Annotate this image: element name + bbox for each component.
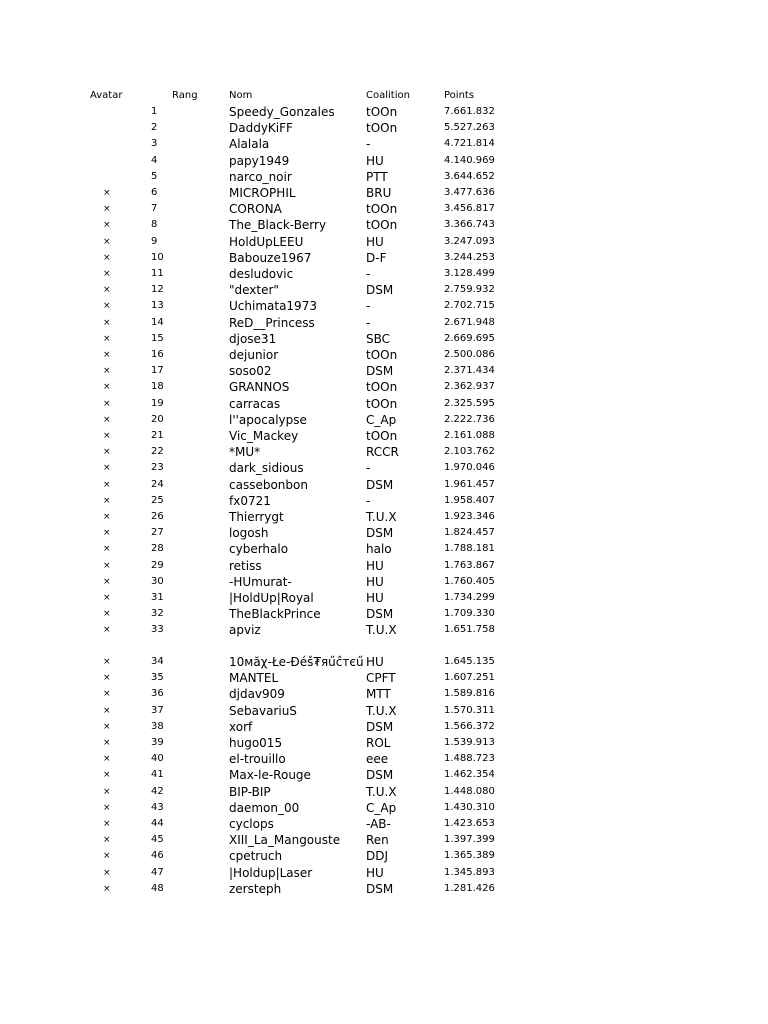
player-name-cell: DaddyKiFF	[229, 121, 293, 136]
avatar-placeholder-icon: ×	[103, 333, 111, 344]
coalition-cell: -AB-	[366, 817, 391, 831]
rank-cell: 31	[151, 592, 164, 603]
avatar-placeholder-icon: ×	[103, 593, 111, 603]
player-name-cell: dark_sidious	[229, 461, 304, 476]
header-avatar: Avatar	[90, 90, 123, 101]
player-name-cell: carracas	[229, 396, 281, 411]
table-row	[0, 767, 768, 783]
table-row	[0, 816, 768, 832]
player-name-cell: retiss	[229, 558, 262, 573]
rank-cell: 25	[151, 494, 164, 506]
table-row	[0, 315, 768, 331]
rank-cell: 2	[151, 122, 158, 134]
points-cell: 2.671.948	[444, 316, 495, 328]
points-cell: 2.669.695	[444, 332, 495, 344]
points-cell: 1.651.758	[444, 624, 495, 636]
points-cell: 1.734.299	[444, 592, 495, 603]
coalition-cell: BRU	[366, 186, 392, 200]
table-row	[0, 784, 768, 800]
coalition-cell: HU	[366, 655, 384, 669]
coalition-cell: D-F	[366, 250, 387, 265]
avatar-placeholder-icon: ×	[103, 252, 111, 263]
rank-cell: 27	[151, 527, 164, 539]
player-name-cell: Thierrygt	[229, 510, 284, 524]
avatar-placeholder-icon: ×	[103, 851, 111, 862]
header-points: Points	[444, 90, 475, 101]
avatar-placeholder-icon: ×	[103, 236, 111, 247]
coalition-cell: HU	[366, 234, 384, 249]
coalition-cell: DSM	[366, 526, 394, 541]
avatar-placeholder-icon: ×	[103, 463, 111, 474]
table-row	[0, 298, 768, 314]
player-name-cell: soso02	[229, 364, 272, 379]
coalition-cell: T.U.X	[366, 784, 397, 799]
rank-cell: 42	[151, 785, 164, 797]
avatar-placeholder-icon: ×	[103, 738, 111, 748]
rank-cell: 6	[151, 187, 158, 198]
rank-cell: 36	[151, 688, 164, 700]
avatar-placeholder-icon: ×	[103, 721, 111, 732]
coalition-cell: RCCR	[366, 445, 399, 460]
rank-cell: 41	[151, 769, 164, 781]
coalition-cell: tOOn	[366, 396, 398, 411]
avatar-placeholder-icon: ×	[103, 447, 111, 458]
coalition-cell: HU	[366, 865, 384, 880]
player-name-cell: Vic_Mackey	[229, 429, 299, 443]
avatar-placeholder-icon: ×	[103, 317, 111, 328]
coalition-cell: -	[366, 137, 371, 152]
coalition-cell: -	[366, 315, 371, 330]
coalition-cell: DSM	[366, 364, 394, 379]
table-row	[0, 590, 768, 606]
player-name-cell: fx0721	[229, 493, 271, 508]
rank-cell: 29	[151, 559, 164, 571]
rank-cell: 21	[151, 430, 164, 441]
rank-cell: 14	[151, 316, 164, 328]
table-row	[0, 525, 768, 541]
table-row	[0, 444, 768, 460]
coalition-cell: -	[366, 299, 371, 314]
points-cell: 7.661.832	[444, 106, 495, 117]
avatar-placeholder-icon: ×	[103, 609, 111, 620]
avatar-placeholder-icon: ×	[103, 414, 111, 425]
table-row	[0, 541, 768, 557]
rank-cell: 5	[151, 170, 158, 182]
player-name-cell: djose31	[229, 331, 277, 346]
rank-cell: 30	[151, 575, 164, 587]
points-cell: 3.366.743	[444, 219, 495, 231]
points-cell: 1.462.354	[444, 769, 495, 781]
table-row	[0, 136, 768, 152]
rank-cell: 22	[151, 446, 164, 458]
table-row	[0, 622, 768, 638]
player-name-cell: apviz	[229, 623, 261, 638]
points-cell: 3.244.253	[444, 251, 495, 263]
rank-cell: 24	[151, 478, 164, 490]
player-name-cell: zersteph	[229, 881, 282, 896]
coalition-cell: tOOn	[366, 380, 398, 395]
rank-cell: 32	[151, 608, 164, 620]
player-name-cell: logosh	[229, 526, 269, 541]
player-name-cell: |HoldUp|Royal	[229, 591, 314, 605]
avatar-placeholder-icon: ×	[103, 285, 111, 296]
table-row	[0, 169, 768, 185]
rank-cell: 9	[151, 235, 158, 247]
coalition-cell: tOOn	[366, 348, 398, 362]
player-name-cell: Babouze1967	[229, 250, 312, 265]
avatar-placeholder-icon: ×	[103, 528, 111, 539]
table-header	[0, 88, 768, 104]
player-name-cell: narco_noir	[229, 169, 292, 184]
table-row	[0, 832, 768, 848]
rank-cell: 23	[151, 462, 164, 474]
player-name-cell: dejunior	[229, 348, 279, 362]
coalition-cell: HU	[366, 153, 384, 168]
points-cell: 1.763.867	[444, 559, 495, 571]
player-name-cell: XIII_La_Mangouste	[229, 833, 341, 848]
rank-cell: 16	[151, 349, 164, 360]
rank-cell: 19	[151, 397, 164, 409]
points-cell: 1.645.135	[444, 656, 495, 667]
avatar-placeholder-icon: ×	[103, 673, 111, 684]
avatar-placeholder-icon: ×	[103, 576, 111, 587]
points-cell: 1.365.389	[444, 850, 495, 862]
avatar-placeholder-icon: ×	[103, 625, 111, 636]
avatar-placeholder-icon: ×	[103, 770, 111, 781]
coalition-cell: PTT	[366, 169, 388, 184]
avatar-placeholder-icon: ×	[103, 366, 111, 377]
points-cell: 1.824.457	[444, 527, 495, 539]
avatar-placeholder-icon: ×	[103, 883, 111, 894]
points-cell: 2.702.715	[444, 300, 495, 312]
coalition-cell: HU	[366, 574, 384, 589]
rank-cell: 40	[151, 753, 164, 765]
player-name-cell: |Holdup|Laser	[229, 865, 313, 880]
table-row	[0, 379, 768, 395]
rank-cell: 17	[151, 365, 164, 377]
points-cell: 1.345.893	[444, 866, 495, 878]
rank-cell: 44	[151, 818, 164, 829]
table-row	[0, 558, 768, 574]
rank-cell: 28	[151, 543, 164, 555]
coalition-cell: DSM	[366, 607, 394, 622]
avatar-placeholder-icon: ×	[103, 382, 111, 393]
player-name-cell: GRANNOS	[229, 380, 290, 395]
coalition-cell: DDJ	[366, 849, 389, 864]
points-cell: 1.539.913	[444, 737, 495, 748]
rank-cell: 33	[151, 624, 164, 636]
table-row	[0, 412, 768, 428]
table-row	[0, 848, 768, 864]
coalition-cell: DSM	[366, 768, 394, 783]
table-row	[0, 266, 768, 282]
avatar-placeholder-icon: ×	[103, 657, 111, 667]
table-row	[0, 234, 768, 250]
rank-cell: 7	[151, 203, 158, 215]
points-cell: 1.488.723	[444, 753, 495, 765]
points-cell: 1.923.346	[444, 511, 495, 522]
table-row	[0, 460, 768, 476]
points-cell: 1.958.407	[444, 494, 495, 506]
points-cell: 1.760.405	[444, 575, 495, 587]
points-cell: 1.566.372	[444, 720, 495, 732]
avatar-placeholder-icon: ×	[103, 204, 111, 215]
coalition-cell: -	[366, 493, 371, 508]
points-cell: 1.570.311	[444, 704, 495, 716]
rank-cell: 15	[151, 332, 164, 344]
points-cell: 1.970.046	[444, 462, 495, 474]
rank-cell: 45	[151, 834, 164, 846]
player-name-cell: Uchimata1973	[229, 299, 317, 314]
player-name-cell: cpetruch	[229, 849, 283, 864]
coalition-cell: C_Ap	[366, 412, 397, 427]
coalition-cell: -	[366, 267, 371, 281]
avatar-placeholder-icon: ×	[103, 269, 111, 279]
table-row	[0, 654, 768, 670]
table-row	[0, 719, 768, 735]
coalition-cell: T.U.X	[366, 510, 397, 524]
points-cell: 1.281.426	[444, 882, 495, 894]
table-row	[0, 751, 768, 767]
coalition-cell: tOOn	[366, 429, 398, 443]
points-cell: 3.128.499	[444, 268, 495, 279]
avatar-placeholder-icon: ×	[103, 705, 111, 716]
coalition-cell: C_Ap	[366, 800, 397, 815]
table-row	[0, 153, 768, 169]
avatar-placeholder-icon: ×	[103, 431, 111, 441]
table-row	[0, 363, 768, 379]
points-cell: 3.644.652	[444, 170, 495, 182]
coalition-cell: CPFT	[366, 671, 396, 686]
table-row	[0, 250, 768, 266]
player-name-cell: cassebonbon	[229, 477, 308, 492]
points-cell: 2.500.086	[444, 349, 495, 360]
avatar-placeholder-icon: ×	[103, 786, 111, 797]
player-name-cell: MANTEL	[229, 671, 279, 686]
coalition-cell: DSM	[366, 283, 394, 298]
rank-cell: 38	[151, 720, 164, 732]
player-name-cell: "dexter"	[229, 283, 279, 298]
player-name-cell: desludovic	[229, 267, 294, 281]
table-row	[0, 800, 768, 816]
coalition-cell: tOOn	[366, 202, 398, 217]
player-name-cell: cyberhalo	[229, 542, 289, 557]
avatar-placeholder-icon: ×	[103, 544, 111, 555]
avatar-placeholder-icon: ×	[103, 495, 111, 506]
points-cell: 4.140.969	[444, 154, 495, 166]
avatar-placeholder-icon: ×	[103, 835, 111, 846]
player-name-cell: Alalala	[229, 137, 270, 152]
table-row	[0, 670, 768, 686]
rank-cell: 43	[151, 801, 164, 813]
rank-cell: 13	[151, 300, 164, 312]
table-row	[0, 347, 768, 363]
points-cell: 1.589.816	[444, 688, 495, 700]
rank-cell: 4	[151, 154, 158, 166]
rank-cell: 26	[151, 511, 164, 522]
player-name-cell: cyclops	[229, 817, 274, 831]
points-cell: 2.371.434	[444, 365, 495, 377]
rank-cell: 10	[151, 251, 164, 263]
coalition-cell: MTT	[366, 687, 391, 702]
player-name-cell: BIP-BIP	[229, 784, 271, 799]
table-row	[0, 686, 768, 702]
avatar-placeholder-icon: ×	[103, 188, 111, 198]
table-row	[0, 282, 768, 298]
player-name-cell: HoldUpLEEU	[229, 234, 304, 249]
points-cell: 2.222.736	[444, 413, 495, 425]
coalition-cell: HU	[366, 558, 384, 573]
rank-cell: 34	[151, 656, 164, 667]
avatar-placeholder-icon: ×	[103, 350, 111, 360]
points-cell: 1.788.181	[444, 543, 495, 555]
points-cell: 4.721.814	[444, 138, 495, 150]
player-name-cell: *MU*	[229, 445, 261, 460]
points-cell: 1.709.330	[444, 608, 495, 620]
table-row	[0, 703, 768, 719]
avatar-placeholder-icon: ×	[103, 819, 111, 829]
points-cell: 1.607.251	[444, 672, 495, 684]
rank-cell: 20	[151, 413, 164, 425]
rank-cell: 48	[151, 882, 164, 894]
table-row	[0, 735, 768, 751]
avatar-placeholder-icon: ×	[103, 802, 111, 813]
player-name-cell: TheBlackPrince	[229, 607, 321, 622]
rank-cell: 11	[151, 268, 164, 279]
table-row	[0, 428, 768, 444]
coalition-cell: T.U.X	[366, 703, 397, 718]
table-row	[0, 606, 768, 622]
player-name-cell: SebavariuS	[229, 703, 297, 718]
points-cell: 1.430.310	[444, 801, 495, 813]
avatar-placeholder-icon: ×	[103, 479, 111, 490]
table-row	[0, 477, 768, 493]
coalition-cell: tOOn	[366, 105, 398, 119]
player-name-cell: The_Black-Berry	[229, 218, 327, 233]
table-row	[0, 396, 768, 412]
coalition-cell: Ren	[366, 833, 389, 848]
rank-cell: 8	[151, 219, 158, 231]
points-cell: 1.423.653	[444, 818, 495, 829]
rank-cell: 35	[151, 672, 164, 684]
table-row	[0, 865, 768, 881]
coalition-cell: HU	[366, 591, 384, 605]
header-name: Nom	[229, 90, 253, 101]
player-name-cell: Max-le-Rouge	[229, 768, 311, 783]
player-name-cell: Speedy_Gonzales	[229, 105, 335, 119]
rank-cell: 18	[151, 381, 164, 393]
player-name-cell: CORONA	[229, 202, 282, 217]
points-cell: 2.362.937	[444, 381, 495, 393]
table-row	[0, 185, 768, 201]
player-name-cell: ReD__Princess	[229, 315, 315, 330]
coalition-cell: tOOn	[366, 121, 398, 136]
points-cell: 2.759.932	[444, 284, 495, 296]
coalition-cell: T.U.X	[366, 623, 397, 638]
coalition-cell: tOOn	[366, 218, 398, 233]
coalition-cell: SBC	[366, 331, 391, 346]
player-name-cell: djdav909	[229, 687, 285, 702]
table-row	[0, 493, 768, 509]
rank-cell: 12	[151, 284, 164, 296]
player-name-cell: xorf	[229, 719, 253, 734]
avatar-placeholder-icon: ×	[103, 512, 111, 522]
table-row	[0, 574, 768, 590]
coalition-cell: DSM	[366, 719, 394, 734]
rank-cell: 3	[151, 138, 158, 150]
rank-cell: 1	[151, 106, 158, 117]
avatar-placeholder-icon: ×	[103, 560, 111, 571]
table-row	[0, 201, 768, 217]
coalition-cell: DSM	[366, 881, 394, 896]
rank-cell: 46	[151, 850, 164, 862]
header-rank: Rang	[172, 90, 198, 101]
coalition-cell: -	[366, 461, 371, 476]
player-name-cell: l''apocalypse	[229, 412, 307, 427]
table-row	[0, 509, 768, 525]
coalition-cell: eee	[366, 752, 389, 767]
avatar-placeholder-icon: ×	[103, 398, 111, 409]
points-cell: 3.477.636	[444, 187, 495, 198]
avatar-placeholder-icon: ×	[103, 301, 111, 312]
coalition-cell: ROL	[366, 736, 391, 750]
points-cell: 1.448.080	[444, 785, 495, 797]
player-name-cell: 10мăχ-Łе-Đéš₮яűĉтєű	[229, 655, 364, 669]
avatar-placeholder-icon: ×	[103, 867, 111, 878]
table-row	[0, 881, 768, 897]
points-cell: 1.961.457	[444, 478, 495, 490]
player-name-cell: -HUmurat-	[229, 574, 292, 589]
points-cell: 3.456.817	[444, 203, 495, 215]
points-cell: 2.103.762	[444, 446, 495, 458]
table-row	[0, 120, 768, 136]
player-name-cell: hugo015	[229, 736, 283, 750]
avatar-placeholder-icon: ×	[103, 689, 111, 700]
player-name-cell: MICROPHIL	[229, 186, 296, 200]
rank-cell: 47	[151, 866, 164, 878]
player-name-cell: el-trouillo	[229, 752, 286, 767]
table-row	[0, 331, 768, 347]
points-cell: 2.325.595	[444, 397, 495, 409]
avatar-placeholder-icon: ×	[103, 754, 111, 765]
player-name-cell: daemon_00	[229, 800, 300, 815]
player-name-cell: papy1949	[229, 153, 290, 168]
table-row	[0, 104, 768, 120]
coalition-cell: halo	[366, 542, 392, 557]
points-cell: 2.161.088	[444, 430, 495, 441]
avatar-placeholder-icon: ×	[103, 220, 111, 231]
points-cell: 1.397.399	[444, 834, 495, 846]
coalition-cell: DSM	[366, 477, 394, 492]
header-coalition: Coalition	[366, 90, 410, 101]
points-cell: 3.247.093	[444, 235, 495, 247]
rank-cell: 37	[151, 704, 164, 716]
rank-cell: 39	[151, 737, 164, 748]
points-cell: 5.527.263	[444, 122, 495, 134]
table-row	[0, 217, 768, 233]
